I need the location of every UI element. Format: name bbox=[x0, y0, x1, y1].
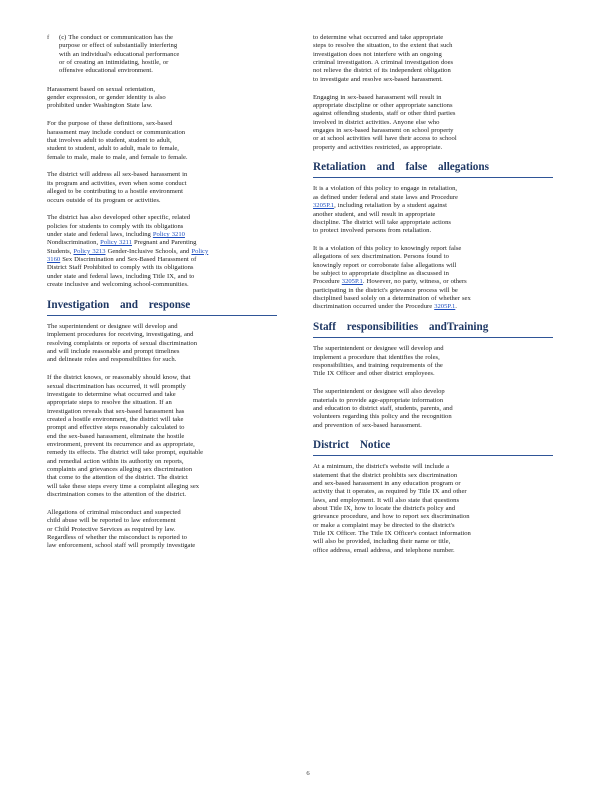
paragraph-criminal-allegations: Allegations of criminal misconduct and suspected child abuse will be reported to law enforcement or Child Protective Services as required by law. Regardless of whether the misconduct is reported to law enforcement, school staff will promptly investigate bbox=[47, 508, 196, 550]
policy-3213-link[interactable]: Policy 3213 bbox=[73, 247, 106, 255]
paragraph-district-knows: If the district knows, or reasonably should know, that sexual discrimination has occurred, it will promptly investigate to determine what occurred and take appropriate steps to resolve the situation. If an investigation reveals that sex-based harassment has created a hostile environment, the district will take prompt and effective steps reasonably calculated to end the sex-based harassment, eliminate the hostile environment, prevent its recurrence and as appropriate, remedy its effects. The district will take prompt, equitable and remedial action within its authority on reports, complaints and grievances alleging sex discrimination that come to the attention of the district. The district will take these steps every time a complaint alleging sex discrimination comes to the attention of the district. bbox=[47, 374, 204, 498]
paragraph-engaging-discipline: Engaging in sex-based harassment will result in appropriate discipline or other appropriate sanctions against offending students, staff or other third parties involved in district activities. Anyone else who engages in sex-based harassment on school property or at school activities will have their access to school property and activities restricted, as appropriate. bbox=[313, 93, 457, 151]
right-column bbox=[313, 34, 553, 565]
heading-district-notice: District Notice bbox=[313, 439, 553, 456]
policy-3211-link[interactable]: Policy 3211 bbox=[100, 239, 132, 247]
text-segment: Nondiscrimination, bbox=[47, 239, 99, 247]
heading-investigation: Investigation and response bbox=[47, 299, 277, 316]
text-segment: . However, no party, witness, or others participating in the district's grievance process will be disciplined based solely on a determination of whether sex discrimination occurred under the Procedure bbox=[313, 278, 471, 311]
policy-3160-link[interactable]: Policy 3160 bbox=[47, 247, 209, 264]
procedure-3205p1-link[interactable]: 3205P.1 bbox=[341, 278, 363, 286]
text-segment: Gender-Inclusive Schools, and bbox=[105, 247, 192, 255]
paragraph-harassment-orientation: Harassment based on sexual orientation, gender expression, or gender identity is also prohibited under Washington State law. bbox=[47, 85, 166, 110]
heading-staff-responsibilities: Staff responsibilities andTraining bbox=[313, 321, 553, 338]
text-segment: It is a violation of this policy to engage in retaliation, as defined under federal and state laws and Procedure bbox=[313, 185, 458, 201]
paragraph-superintendent-procedures: The superintendent or designee will develop and implement procedures for receiving, investigating, and resolving complaints or reports of sexual discrimination and will include reasonable and prompt timelines and delineate roles and responsibilities for such. bbox=[47, 322, 197, 364]
list-item-c bbox=[47, 34, 277, 76]
text-segment: Pregnant and Parenting Students, bbox=[47, 239, 197, 255]
text-segment: It is a violation of this policy to knowingly report false allegations of sex discrimination. Persons found to knowingly report or corroborate false allegations will be subject to appropriate discipline as discussed in Procedure bbox=[313, 245, 462, 286]
left-column bbox=[47, 34, 277, 560]
list-item-text: (c) The conduct or communication has the purpose or effect of substantially interfering with an individual's educational performance or of creating an intimidating, hostile, or offensive educational environment. bbox=[59, 34, 180, 75]
heading-retaliation: Retaliation and false allegations bbox=[313, 161, 553, 178]
page-number: 6 bbox=[306, 770, 310, 777]
policy-3210-link[interactable]: Policy 3210 bbox=[152, 231, 185, 239]
text-segment: Sex Discrimination and Sex-Based Harassment of District Staff Prohibited to comply with its obligations under state and federal laws, including Title IX, and to create inclusive and welcoming school-communities. bbox=[47, 256, 197, 289]
paragraph-staff-procedure: The superintendent or designee will develop and implement a procedure that identifies the roles, responsibilities, and training requirements of the Title IX Officer and other district employees. bbox=[313, 345, 444, 378]
text-segment: . bbox=[455, 303, 457, 311]
text-segment: , including retaliation by a student against another student, and will result in appropriate discipline. The district will take appropriate actions to protect involved persons from retaliation. bbox=[313, 202, 451, 235]
text-segment: The district has also developed other specific, related policies for students to comply with its obligations under state and federal laws, including bbox=[47, 214, 191, 239]
procedure-3205p1-link[interactable]: 3205P.1 bbox=[313, 202, 335, 210]
paragraph-retaliation bbox=[313, 185, 553, 235]
paragraph-continued: to determine what occurred and take appropriate steps to resolve the situation, to the extent that such investigation does not interfere with an ongoing criminal investigation. A criminal investigation does not relieve the district of its independent obligation to investigate and resolve sex-based harassment. bbox=[313, 34, 454, 83]
paragraph-related-policies bbox=[47, 214, 277, 289]
paragraph-address-harassment: The district will address all sex-based harassment in its program and activities, even when some conduct alleged to be contributing to a hostile environment occurs outside of its program or activities. bbox=[47, 171, 188, 204]
list-marker: f bbox=[47, 34, 50, 41]
paragraph-definitions: For the purpose of these definitions, sex-based harassment may include conduct or communication that involves adult to student, student to adult, student to student, adult to adult, male to female, female to male, male to male, and female to female. bbox=[47, 120, 188, 161]
paragraph-district-notice: At a minimum, the district's website will include a statement that the district prohibits sex discrimination and sex-based harassment in any education program or activity that it operates, as required by Title IX and other laws, and employment. It will also state that questions about Title IX, how to locate the district's policy and grievance procedure, and how to report sex discrimination or make a complaint may be directed to the district's Title IX Officer. The Title IX Officer's contact information will also be provided, including their name or title, office address, email address, and telephone number. bbox=[313, 463, 471, 554]
paragraph-staff-materials: The superintendent or designee will also develop materials to provide age-appropriate information and education to district staff, students, parents, and volunteers regarding this policy and the recognition and prevention of sex-based harassment. bbox=[313, 388, 453, 429]
paragraph-false-allegations bbox=[313, 245, 553, 312]
procedure-3205p1-link[interactable]: 3205P.1 bbox=[434, 303, 456, 311]
